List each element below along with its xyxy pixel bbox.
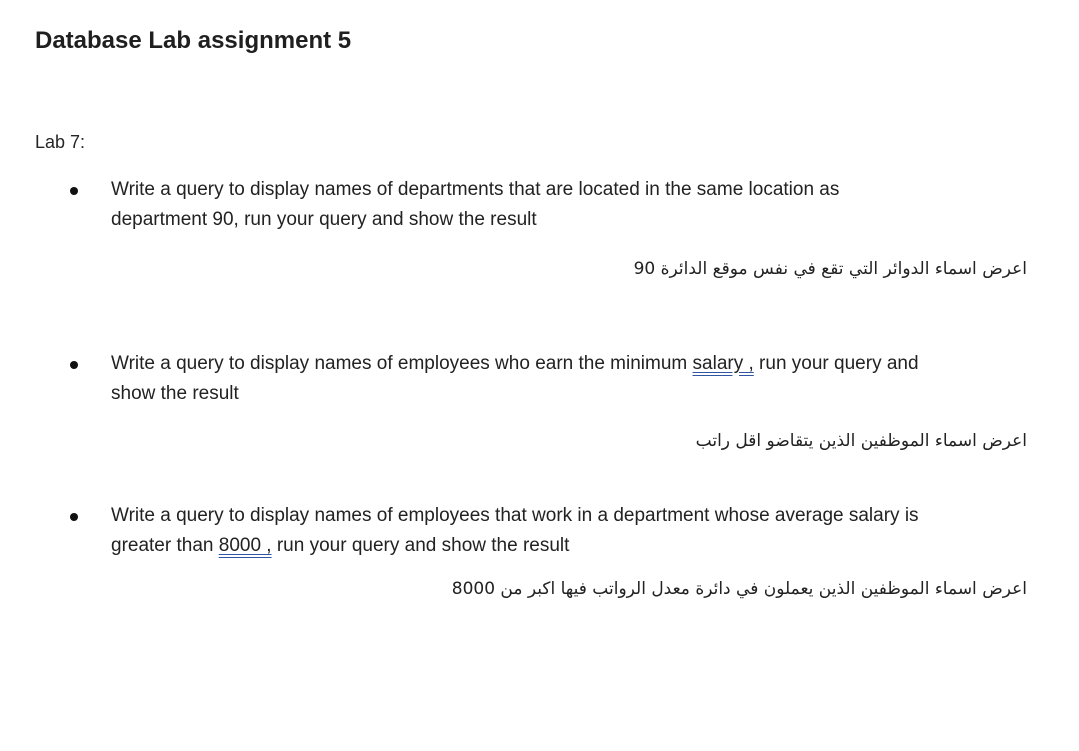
bullet-icon (70, 513, 78, 521)
item-text-ar: اعرض اسماء الموظفين الذين يعملون في دائرة معدل الرواتب فيها اكبر من 8000 (451, 579, 1027, 599)
document-title: Database Lab assignment 5 (35, 27, 352, 54)
item-text-ar: اعرض اسماء الموظفين الذين يتقاضو اقل راتب (695, 431, 1027, 451)
item-text-en: Write a query to display names of employees who earn the minimum salary , run your query and show the result (111, 353, 919, 404)
section-label: Lab 7: (35, 132, 86, 152)
underlined-term: 8000 , (218, 535, 272, 556)
underlined-term: salary , (692, 353, 754, 374)
item-text-en: Write a query to display names of employees that work in a department whose average salary is greater than 8000 , run your query and show the result (111, 505, 919, 556)
item-text-en: Write a query to display names of departments that are located in the same location as department 90, run your query and show the result (111, 179, 840, 230)
item-text-ar: اعرض اسماء الدوائر التي تقع في نفس موقع الدائرة 90 (633, 259, 1027, 279)
bullet-icon (70, 187, 78, 195)
bullet-icon (70, 361, 78, 369)
